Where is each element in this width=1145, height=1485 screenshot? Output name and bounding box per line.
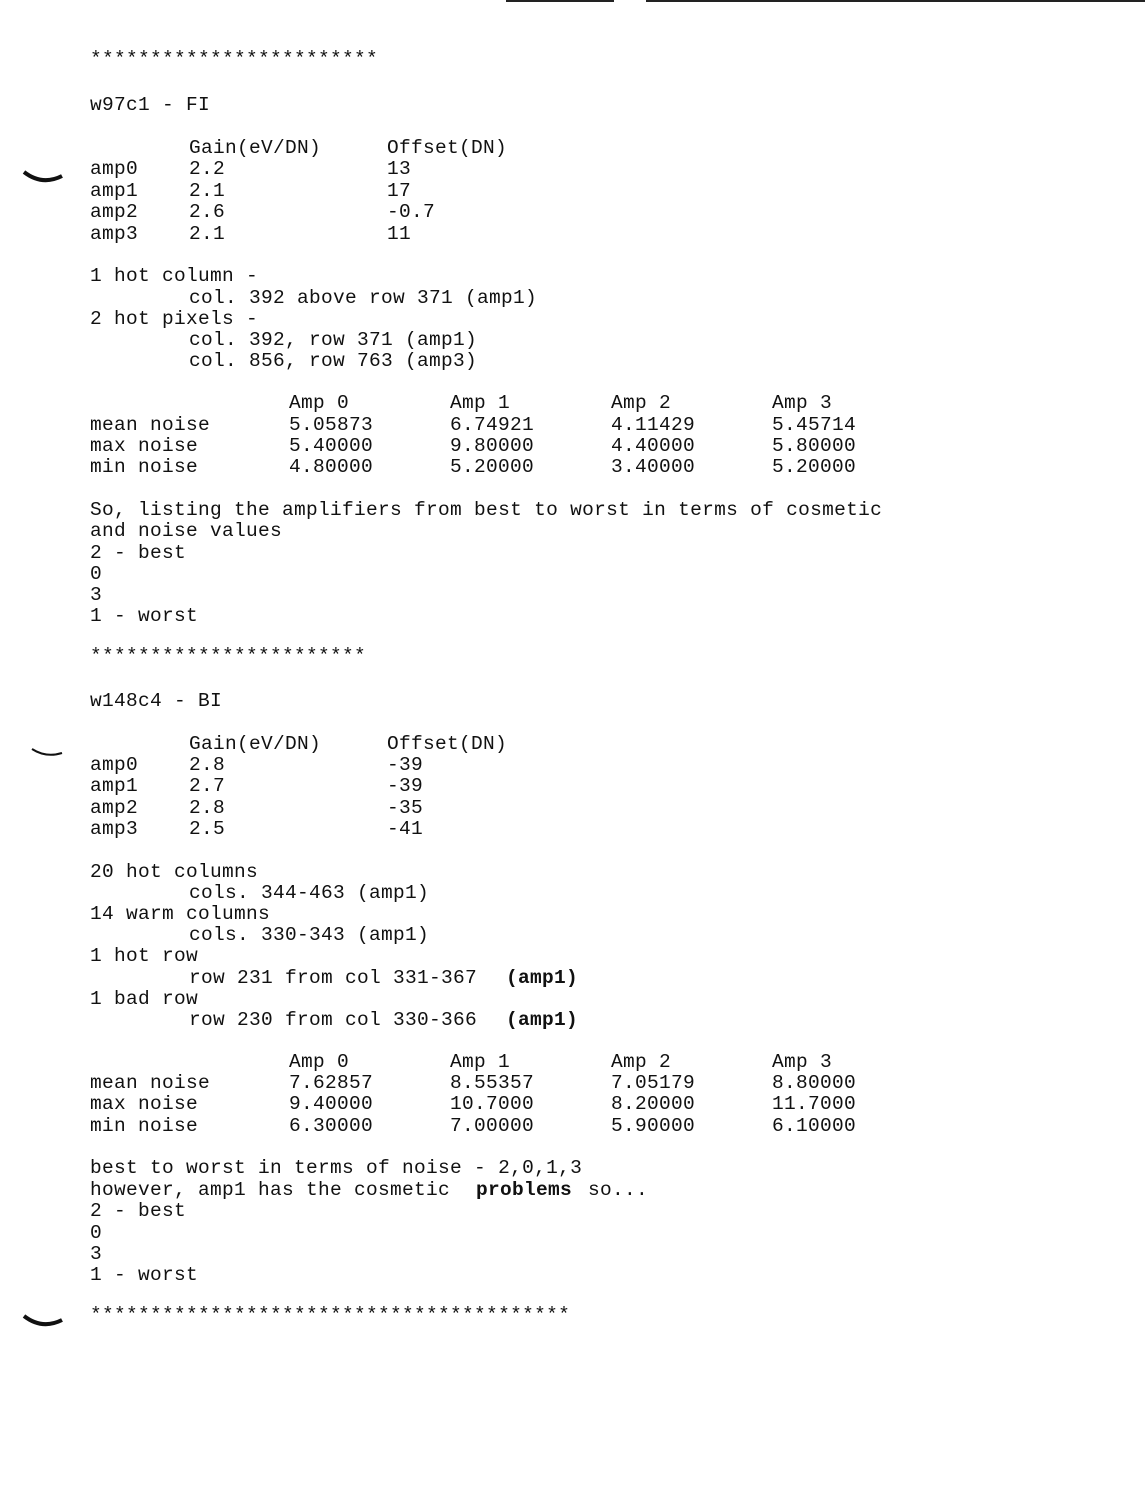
defect-line: 14 warm columns	[90, 903, 271, 925]
noise-value: 5.45714	[772, 414, 857, 436]
noise-value: 5.90000	[611, 1115, 696, 1137]
noise-value: 10.7000	[450, 1093, 535, 1115]
noise-value: 6.74921	[450, 414, 535, 436]
defect-detail: row 231 from col 331-367	[189, 967, 478, 989]
scan-edge-line	[646, 0, 1145, 2]
summary-line: 3	[90, 584, 103, 606]
noise-row-label: max noise	[90, 1093, 199, 1115]
defect-line: 1 bad row	[90, 988, 199, 1010]
amp-offset: -35	[387, 797, 424, 819]
amp-gain: 2.2	[189, 158, 226, 180]
defect-detail: cols. 344-463 (amp1)	[189, 882, 430, 904]
amp-offset: -39	[387, 775, 424, 797]
gain-header: Gain(eV/DN)	[189, 137, 322, 159]
amp-gain: 2.8	[189, 754, 226, 776]
defect-detail: row 230 from col 330-366	[189, 1009, 478, 1031]
amp-label: amp1	[90, 775, 139, 797]
noise-header: Amp 1	[450, 1051, 511, 1073]
amp-gain: 2.8	[189, 797, 226, 819]
section-title: w148c4 - BI	[90, 690, 223, 712]
noise-row-label: mean noise	[90, 414, 211, 436]
noise-header: Amp 1	[450, 392, 511, 414]
amp-gain: 2.1	[189, 223, 226, 245]
noise-header: Amp 3	[772, 1051, 833, 1073]
amp-gain: 2.1	[189, 180, 226, 202]
summary-line: 0	[90, 1222, 103, 1244]
amp-label: amp3	[90, 223, 139, 245]
summary-line: So, listing the amplifiers from best to worst in terms of cosmetic	[90, 499, 883, 521]
summary-line: however, amp1 has the cosmetic	[90, 1179, 451, 1201]
noise-value: 7.62857	[289, 1072, 374, 1094]
amp-offset: -0.7	[387, 201, 436, 223]
defect-line: 2 hot pixels -	[90, 308, 259, 330]
amp-gain: 2.6	[189, 201, 226, 223]
summary-line: so...	[588, 1179, 649, 1201]
amp-label: amp0	[90, 158, 139, 180]
separator: ************************	[90, 48, 379, 70]
noise-value: 5.80000	[772, 435, 857, 457]
noise-header: Amp 0	[289, 1051, 350, 1073]
noise-row-label: min noise	[90, 456, 199, 478]
amp-label: amp0	[90, 754, 139, 776]
scan-edge-line	[506, 0, 614, 2]
amp-gain: 2.5	[189, 818, 226, 840]
gain-header: Gain(eV/DN)	[189, 733, 322, 755]
noise-value: 8.55357	[450, 1072, 535, 1094]
defect-detail: col. 856, row 763 (amp3)	[189, 350, 478, 372]
defect-detail: col. 392 above row 371 (amp1)	[189, 287, 538, 309]
margin-mark-icon	[22, 168, 64, 188]
summary-line: and noise values	[90, 520, 283, 542]
offset-header: Offset(DN)	[387, 733, 508, 755]
separator: ***********************	[90, 645, 367, 667]
noise-row-label: min noise	[90, 1115, 199, 1137]
defect-line: 1 hot column -	[90, 265, 259, 287]
offset-header: Offset(DN)	[387, 137, 508, 159]
margin-mark-icon	[30, 746, 64, 762]
defect-line: 20 hot columns	[90, 861, 259, 883]
noise-row-label: max noise	[90, 435, 199, 457]
amp-offset: 17	[387, 180, 412, 202]
noise-value: 7.05179	[611, 1072, 696, 1094]
summary-line: 1 - worst	[90, 605, 199, 627]
noise-value: 8.20000	[611, 1093, 696, 1115]
separator: ****************************************	[90, 1304, 571, 1326]
noise-value: 11.7000	[772, 1093, 857, 1115]
amp-gain: 2.7	[189, 775, 226, 797]
summary-line: 1 - worst	[90, 1264, 199, 1286]
noise-value: 6.30000	[289, 1115, 374, 1137]
noise-value: 5.20000	[772, 456, 857, 478]
noise-value: 5.20000	[450, 456, 535, 478]
defect-detail: col. 392, row 371 (amp1)	[189, 329, 478, 351]
defect-detail: cols. 330-343 (amp1)	[189, 924, 430, 946]
amp-offset: 13	[387, 158, 412, 180]
summary-line: 0	[90, 563, 103, 585]
margin-mark-icon	[22, 1312, 64, 1332]
noise-value: 4.40000	[611, 435, 696, 457]
summary-line: 3	[90, 1243, 103, 1265]
summary-line: 2 - best	[90, 1200, 187, 1222]
amp-offset: -41	[387, 818, 424, 840]
noise-header: Amp 2	[611, 392, 672, 414]
summary-line: best to worst in terms of noise - 2,0,1,3	[90, 1157, 583, 1179]
defect-line: 1 hot row	[90, 945, 199, 967]
amp-label: amp2	[90, 797, 139, 819]
defect-amp-tag: (amp1)	[506, 1009, 579, 1031]
defect-amp-tag: (amp1)	[506, 967, 579, 989]
amp-offset: 11	[387, 223, 412, 245]
noise-header: Amp 3	[772, 392, 833, 414]
noise-value: 9.80000	[450, 435, 535, 457]
amp-label: amp2	[90, 201, 139, 223]
noise-value: 3.40000	[611, 456, 696, 478]
noise-row-label: mean noise	[90, 1072, 211, 1094]
summary-emphasis: problems	[476, 1179, 573, 1201]
noise-value: 4.11429	[611, 414, 696, 436]
noise-value: 6.10000	[772, 1115, 857, 1137]
section-title: w97c1 - FI	[90, 94, 211, 116]
amp-label: amp3	[90, 818, 139, 840]
noise-value: 5.05873	[289, 414, 374, 436]
noise-value: 8.80000	[772, 1072, 857, 1094]
summary-line: 2 - best	[90, 542, 187, 564]
amp-label: amp1	[90, 180, 139, 202]
noise-header: Amp 2	[611, 1051, 672, 1073]
noise-value: 5.40000	[289, 435, 374, 457]
amp-offset: -39	[387, 754, 424, 776]
noise-header: Amp 0	[289, 392, 350, 414]
noise-value: 7.00000	[450, 1115, 535, 1137]
noise-value: 9.40000	[289, 1093, 374, 1115]
noise-value: 4.80000	[289, 456, 374, 478]
